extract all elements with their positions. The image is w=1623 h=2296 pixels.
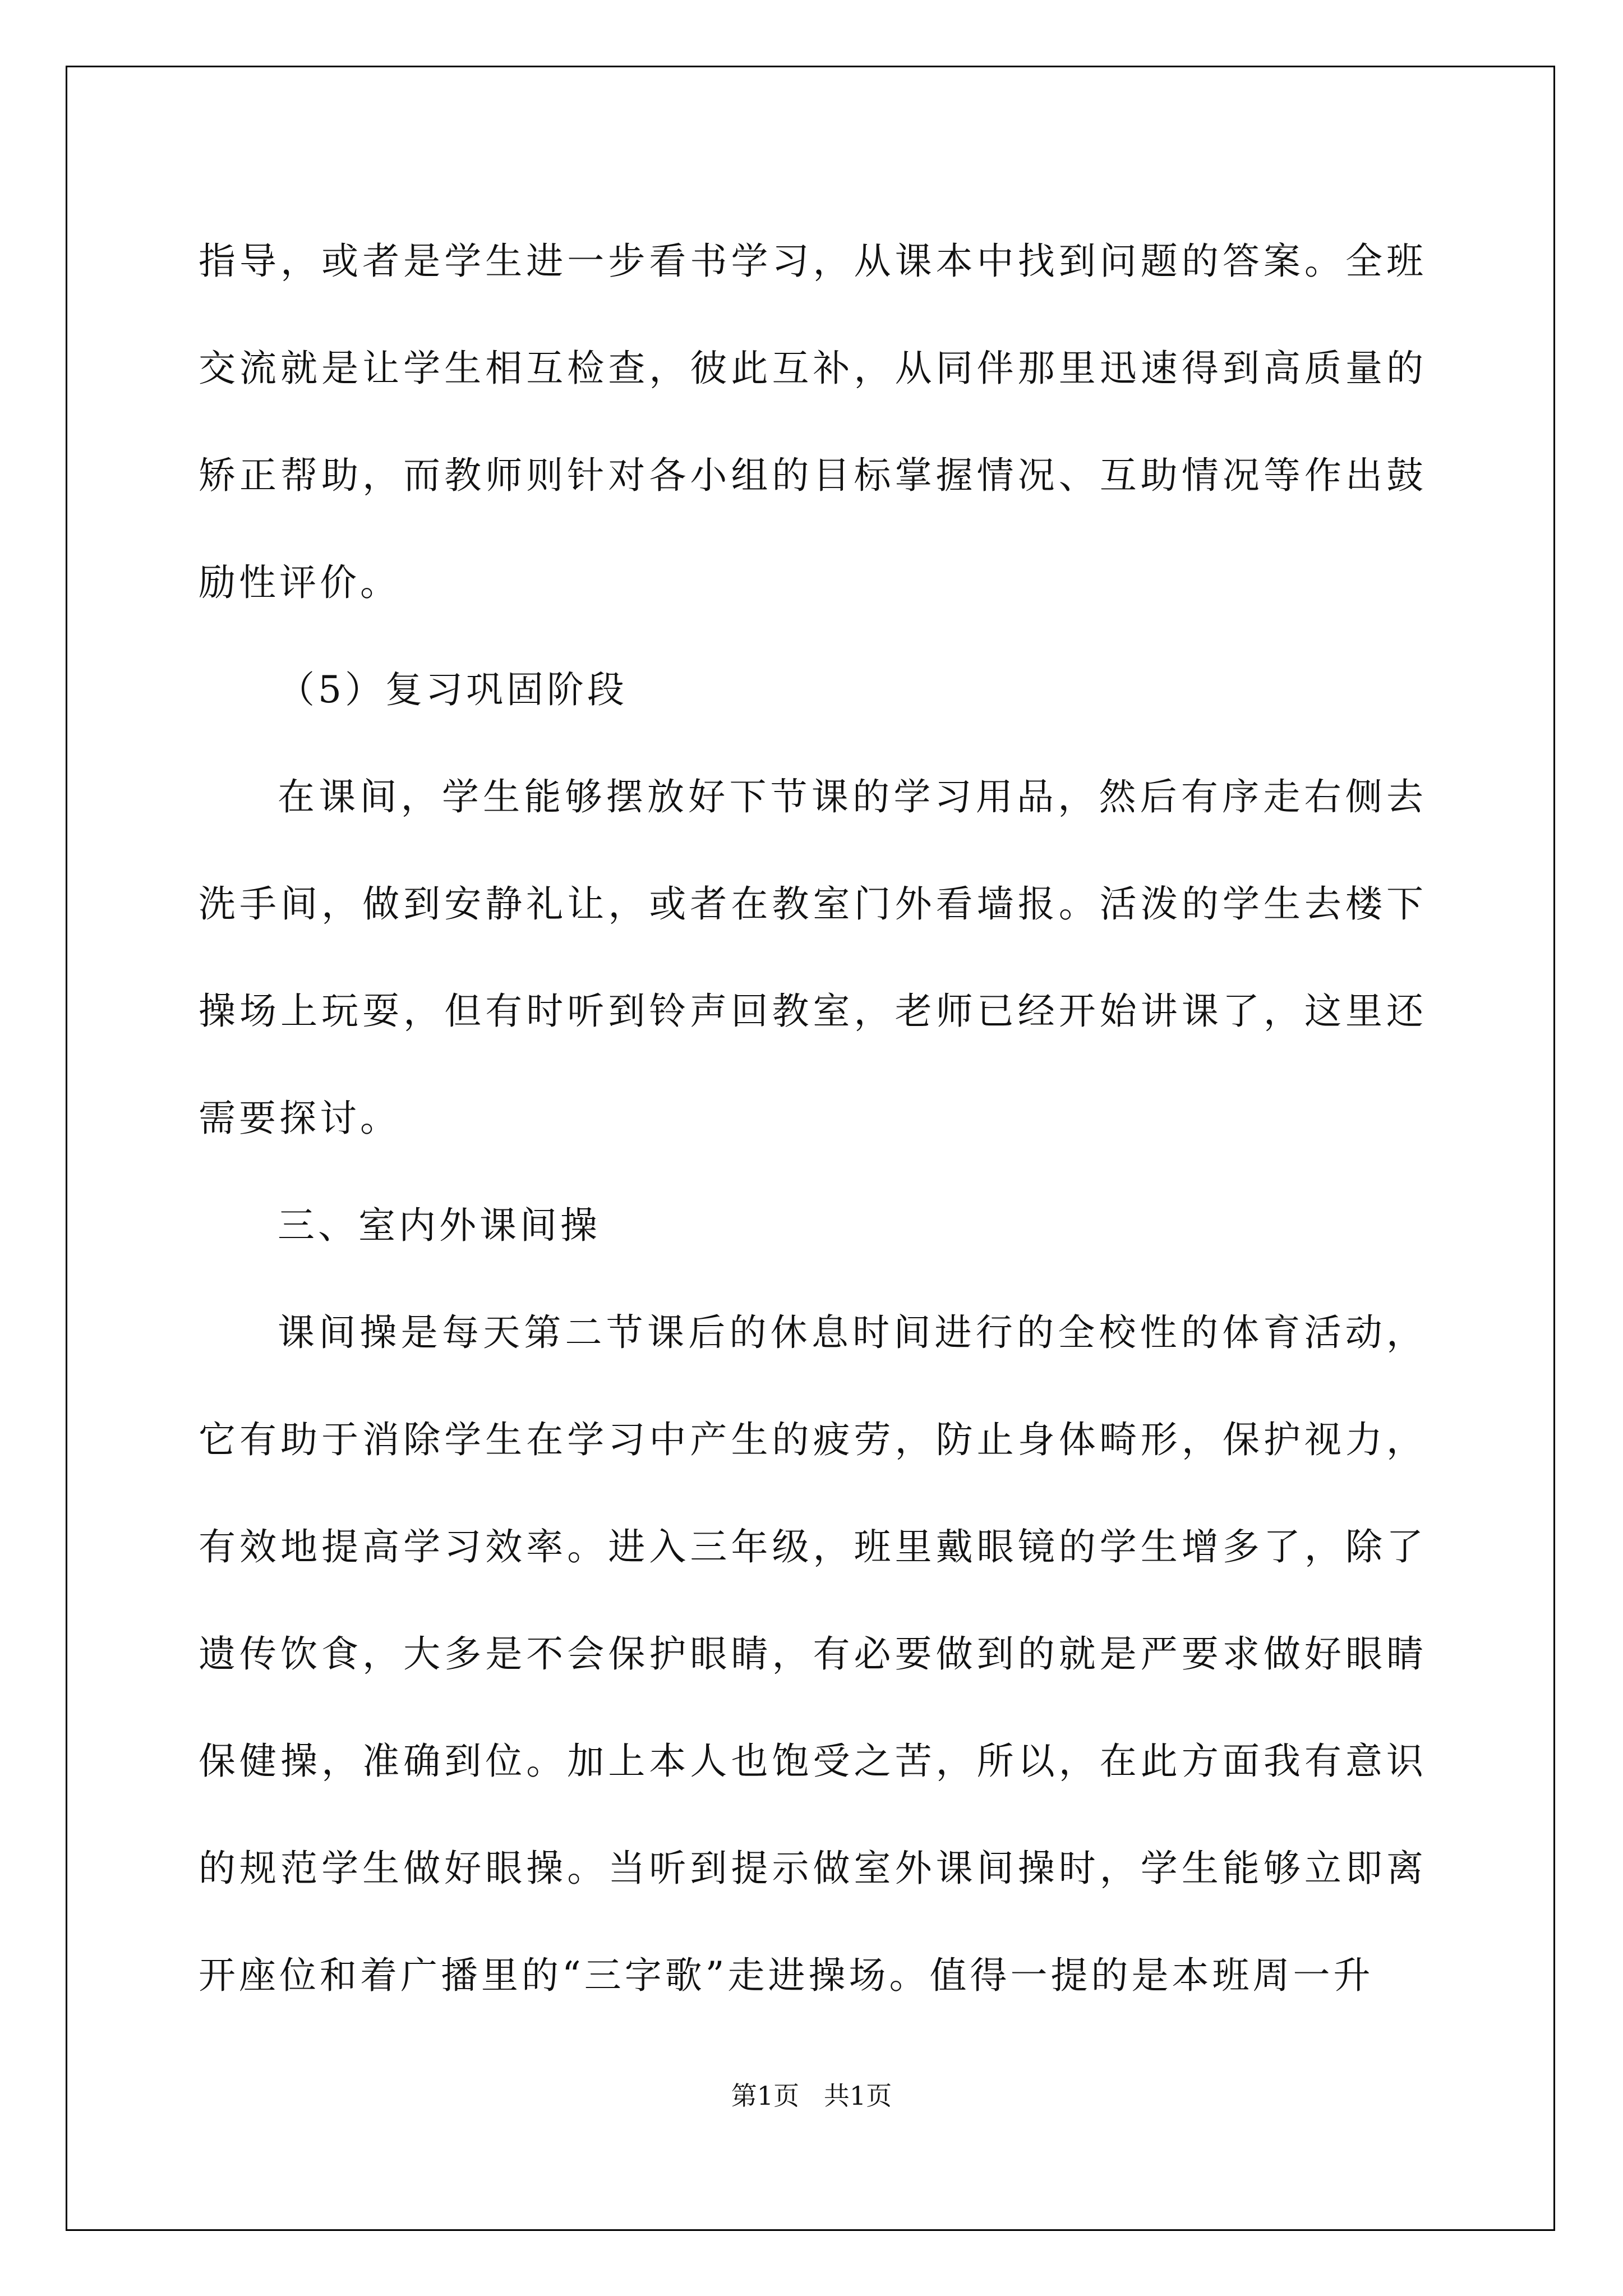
document-body	[199, 208, 1427, 2029]
paragraph-5: 课间操是每天第二节课后的休息时间进行的全校性的体育活动，它有助于消除学生在学习中产生的疲劳，防止身体畸形，保护视力，有效地提高学习效率。进入三年级，班里戴眼镜的学生增多了，除了遗传饮食，大多是不会保护眼睛，有必要做到的就是严要求做好眼睛保健操，准确到位。加上本人也饱受之苦，所以，在此方面我有意识的规范学生做好眼操。当听到提示做室外课间操时，学生能够立即离开座位和着广播里的“三字歌”走进操场。值得一提的是本班周一升	[199, 1311, 1427, 1997]
paragraph-2-heading: （5）复习巩固阶段	[278, 668, 628, 711]
paragraph-3: 在课间，学生能够摆放好下节课的学习用品，然后有序走右侧去洗手间，做到安静礼让，或者在教室门外看墙报。活泼的学生去楼下操场上玩耍，但有时听到铃声回教室，老师已经开始讲课了，这里还需要探讨。	[199, 775, 1427, 1140]
paragraph-4-heading: 三、室内外课间操	[278, 1204, 601, 1247]
paragraph-1: 指导，或者是学生进一步看书学习，从课本中找到问题的答案。全班交流就是让学生相互检查，彼此互补，从同伴那里迅速得到高质量的矫正帮助，而教师则针对各小组的目标掌握情况、互助情况等作出鼓励性评价。	[199, 240, 1427, 604]
page-footer: 第1页 共1页	[731, 2081, 892, 2111]
